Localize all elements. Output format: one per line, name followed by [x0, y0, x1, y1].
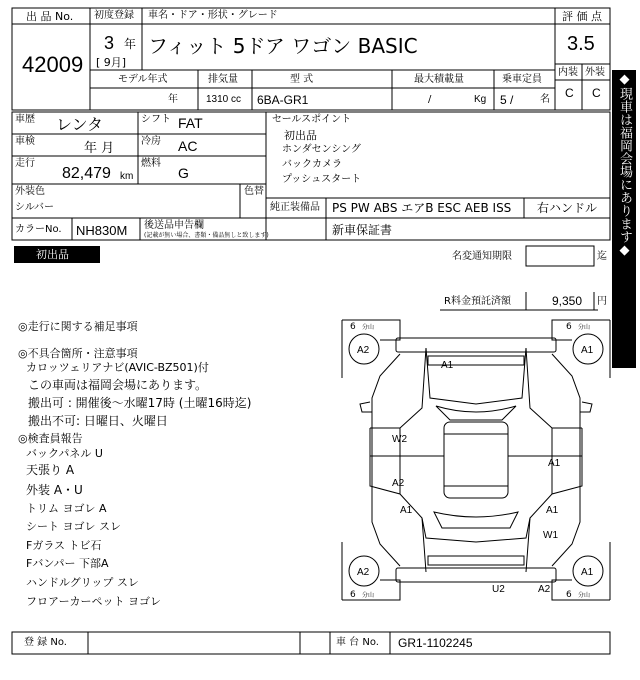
aftermarket-label: 後送品申告欄	[144, 220, 204, 231]
name-change-label: 名変通知期限	[452, 251, 512, 262]
damage-mark: A2	[357, 345, 370, 356]
max-load-unit: Kg	[474, 94, 487, 105]
inspection-value: 年 月	[84, 141, 115, 156]
ext-color-value: シルバー	[15, 202, 55, 213]
chassis-label: 車 台 No.	[336, 637, 379, 648]
interior-grade: C	[565, 86, 574, 100]
inspector-line: ハンドルグリップ スレ	[26, 576, 139, 589]
model-type: 6BA-GR1	[257, 93, 309, 107]
sales-point-item: 初出品	[284, 129, 317, 142]
tire-unit: 分山	[578, 324, 591, 331]
sales-point-item: プッシュスタート	[282, 174, 362, 185]
history-label: 車歴	[15, 114, 35, 125]
driving-notes-title: ◎走行に関する補足事項	[18, 320, 138, 333]
damage-mark: A1	[581, 345, 594, 356]
sales-point-item: バックカメラ	[282, 159, 342, 170]
handle-value: 右ハンドル	[537, 201, 598, 215]
capacity: 5 /	[500, 93, 514, 107]
displacement-label: 排気量	[208, 74, 238, 85]
color-no-value: NH830M	[76, 223, 128, 238]
damage-mark: A1	[400, 505, 413, 516]
inspector-line: Fバンパー 下部A	[26, 557, 109, 570]
model-year-label: モデル年式	[118, 74, 168, 85]
score-value: 3.5	[567, 33, 595, 55]
exterior-label: 外装	[585, 67, 605, 78]
first-listing-banner	[14, 246, 100, 263]
capacity-label: 乗車定員	[502, 74, 542, 85]
car-name-label: 車名・ドア・形状・グレード	[148, 10, 278, 21]
equipment-label: 純正装備品	[270, 202, 320, 213]
aftermarket-note: (記載が無い場合、書類・備品無しと致します)	[144, 232, 269, 239]
defect-line: 搬出不可: 日曜日、火曜日	[28, 414, 168, 428]
name-change-unit: 迄	[597, 251, 607, 262]
model-year-unit: 年	[168, 94, 178, 105]
first-reg-label: 初度登録	[94, 10, 134, 21]
warranty-value: 新車保証書	[332, 223, 393, 237]
capacity-unit: 名	[540, 94, 550, 105]
damage-mark: A1	[441, 360, 454, 371]
reg-no-label: 登 録 No.	[24, 637, 67, 648]
max-load-label: 最大積載量	[414, 74, 464, 85]
tire-depth-front-right: 6	[566, 322, 572, 332]
damage-mark: A2	[357, 567, 370, 578]
fuel-value: G	[178, 165, 189, 181]
tire-depth-front-left: 6	[350, 322, 356, 332]
defect-line: この車両は福岡会場にあります。	[28, 378, 208, 392]
sales-points-label: セールスポイント	[272, 114, 352, 125]
score-label: 評 価 点	[562, 10, 602, 23]
mileage-value: 82,479	[62, 165, 111, 182]
equipment-value: PS PW ABS エアB ESC AEB ISS	[332, 201, 512, 215]
ext-color-label: 外装色	[15, 186, 45, 197]
car-damage-diagram	[340, 318, 612, 602]
year-unit: 年	[124, 37, 137, 51]
aircon-label: 冷房	[141, 136, 161, 147]
sales-point-item: ホンダセンシング	[282, 144, 361, 155]
lot-no: 42009	[22, 52, 84, 77]
color-change-label: 色替	[244, 186, 264, 197]
car-name: フィット 5ドア ワゴン BASIC	[148, 34, 418, 58]
recycle-label: R料金預託済額	[444, 296, 511, 307]
shift-value: FAT	[178, 115, 203, 131]
tire-unit: 分山	[362, 324, 375, 331]
location-side-text: ◆現車は福岡会場にあります◆	[617, 72, 632, 258]
inspection-label: 車検	[15, 136, 35, 147]
inspector-title: ◎検査員報告	[18, 432, 83, 445]
type-label: 型 式	[290, 74, 314, 85]
mileage-label: 走行	[15, 158, 35, 169]
mileage-unit: km	[120, 171, 134, 182]
damage-mark: A2	[392, 478, 405, 489]
damage-mark: W2	[392, 434, 407, 445]
inspector-line: トリム ヨゴレ A	[26, 502, 107, 515]
displacement: 1310 cc	[206, 94, 242, 105]
recycle-amount: 9,350	[552, 294, 583, 308]
inspector-line: シート ヨゴレ スレ	[26, 520, 121, 533]
damage-mark: A1	[546, 505, 559, 516]
tire-depth-rear-right: 6	[566, 590, 572, 600]
fuel-label: 燃料	[141, 158, 161, 169]
inspector-line: 外装 A・U	[26, 483, 83, 497]
lot-no-label: 出 品 No.	[26, 10, 74, 23]
inspector-line: 天張り A	[26, 463, 75, 477]
first-reg-month: [ 9月]	[96, 56, 127, 69]
inspector-line: Fガラス トビ石	[26, 539, 102, 552]
inspector-line: バックパネル U	[26, 447, 103, 460]
damage-mark: W1	[543, 530, 558, 541]
damage-mark: A1	[548, 458, 561, 469]
first-reg-year: 3	[104, 33, 115, 53]
damage-mark: A2	[538, 584, 551, 595]
damage-mark: A1	[581, 567, 594, 578]
location-side-banner	[612, 70, 636, 368]
interior-label: 内装	[558, 67, 578, 78]
first-listing-text: 初出品	[36, 248, 69, 261]
defects-title: ◎不具合箇所・注意事項	[18, 347, 138, 360]
exterior-grade: C	[592, 86, 601, 100]
tire-unit: 分山	[362, 592, 375, 599]
defect-line: カロッツェリアナビ(AVIC-BZ501)付	[26, 361, 209, 374]
history-value: レンタ	[56, 115, 103, 134]
defect-line: 搬出可 : 開催後～水曜17時 (土曜16時迄)	[28, 396, 252, 410]
chassis-no: GR1-1102245	[398, 636, 473, 650]
tire-unit: 分山	[578, 592, 591, 599]
color-no-label: カラーNo.	[15, 224, 62, 235]
max-load: /	[428, 94, 432, 105]
damage-mark: U2	[492, 584, 505, 595]
inspector-line: フロアーカーペット ヨゴレ	[26, 595, 161, 608]
aircon-value: AC	[178, 138, 198, 154]
shift-label: シフト	[141, 114, 171, 125]
tire-depth-rear-left: 6	[350, 590, 356, 600]
recycle-unit: 円	[597, 296, 607, 307]
